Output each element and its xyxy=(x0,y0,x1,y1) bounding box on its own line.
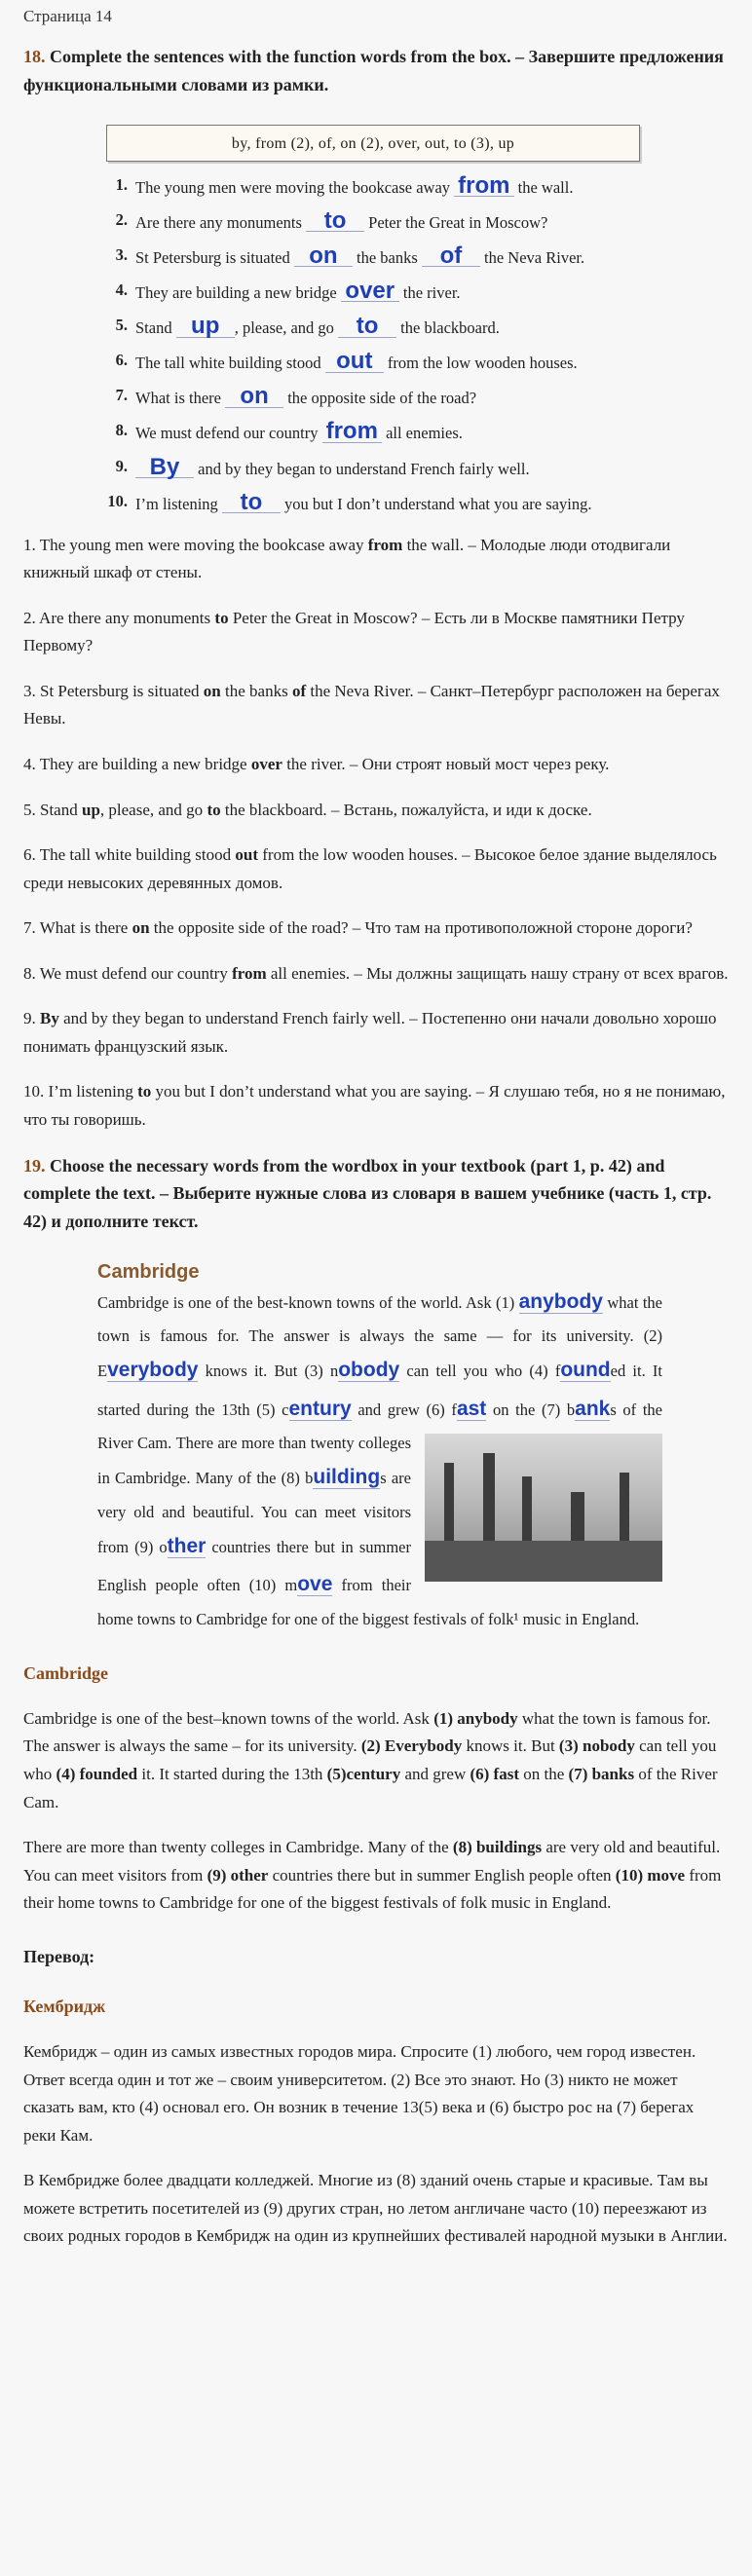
answer-word: over xyxy=(250,755,282,774)
exercise-fragment: the opposite side of the road? xyxy=(283,389,477,408)
answer-word: from xyxy=(367,535,403,554)
sentence-fragment: the banks xyxy=(220,681,292,700)
sentence-fragment: the blackboard. – Встань, пожалуйста, и иди к доске. xyxy=(220,800,592,819)
exercise-fragment: What is there xyxy=(135,389,226,408)
answer-word: By xyxy=(40,1009,59,1028)
russian-paragraph-2: В Кембридже более двадцати колледжей. Многие из (8) зданий очень старые и красивые. Там вы можете встретить посетителей из (9) других стран, но летом англичане часто (10) переезжают из своих родных городов в Кембридж на один из крупнейших фестивалей народной музыки в Англии. xyxy=(23,2171,728,2246)
exercise-number: 8. xyxy=(115,421,128,440)
book-fragment: countries there but in summer English people often (10) m xyxy=(97,1537,411,1595)
exercise-number: 7. xyxy=(115,386,128,405)
book-fragment: There are more than twenty colleges in Cambridge. Many of the (8) b xyxy=(97,1434,411,1488)
exercise-number: 1. xyxy=(115,174,128,194)
book-fragment: and grew (6) f xyxy=(351,1400,457,1419)
answer-word: (9) other xyxy=(207,1865,269,1885)
answer-word: (6) fast xyxy=(470,1765,519,1784)
sentence-fragment: 9. xyxy=(23,1009,40,1028)
answer-word: (5)century xyxy=(326,1765,401,1784)
exercise-fragment: and by they began to understand French fairly well. xyxy=(194,459,530,478)
text-fragment: what the town is famous for. The answer is always the same – for its university. xyxy=(23,1708,711,1756)
task-18-number: 18. xyxy=(23,47,46,66)
sentence-fragment: 6. The tall white building stood xyxy=(23,845,236,865)
sentence-fragment: the wall. – Молодые люди отодвигали книжный шкаф от стены. xyxy=(23,535,671,582)
handwritten-answer: up xyxy=(176,316,235,338)
answer-word: (10) move xyxy=(615,1865,686,1885)
book-fragment: what the town is famous for. The answer is always the same — for its university. (2) E xyxy=(97,1292,662,1381)
sentence-fragment: 8. We must defend our country xyxy=(23,963,233,983)
translation-label: Перевод: xyxy=(23,1946,95,1966)
handwritten-answer: to xyxy=(306,210,364,233)
exercise-fragment: the wall. xyxy=(513,177,574,197)
text-fragment: and grew xyxy=(400,1765,470,1784)
answer-word: (7) banks xyxy=(568,1765,635,1784)
sentence-fragment: 2. Are there any monuments xyxy=(23,608,215,627)
exercise-text xyxy=(135,383,640,410)
handwritten-answer: ther xyxy=(167,1534,207,1557)
answer-word: on xyxy=(203,681,221,700)
book-fragment: knows it. But (3) n xyxy=(198,1362,339,1381)
exercise-item xyxy=(106,242,640,269)
exercise-text xyxy=(135,277,640,304)
answer-word: to xyxy=(207,800,221,819)
book-title: Cambridge xyxy=(97,1260,200,1283)
book-fragment: from their home towns to Cambridge for one of the biggest festivals of folk¹ music in England. xyxy=(97,1576,640,1628)
exercise-number: 5. xyxy=(115,316,128,334)
exercise-fragment: The young men were moving the bookcase away xyxy=(135,177,455,197)
college-roofs xyxy=(425,1541,662,1582)
exercise-fragment: The tall white building stood xyxy=(135,354,325,373)
russian-title: Кембридж xyxy=(23,1996,106,2016)
exercise-fragment: the river. xyxy=(398,282,461,302)
exercise-item xyxy=(106,418,640,445)
handwritten-answer: over xyxy=(341,280,399,303)
exercise-number: 4. xyxy=(115,280,128,299)
exercise-item xyxy=(106,171,640,199)
answer-word: from xyxy=(232,963,267,983)
answer-paragraph-1 xyxy=(23,1705,729,1816)
answer-word: (2) Everybody xyxy=(360,1736,463,1756)
answer-title: Cambridge xyxy=(23,1662,108,1683)
russian-paragraph-1: Кембридж – один из самых известных городов мира. Спросите (1) любого, чем город известен. Ответ всегда один и тот же – своим университетом. (2) Все это знают. Но (3) никто не может сказать вам, кто (4) основал его. Он возник в течение 13(5) века и (6) быстро рос на (7) берегах реки Кам. xyxy=(23,2042,696,2145)
book-fragment: on the (7) b xyxy=(486,1400,576,1419)
exercise-item xyxy=(106,313,640,339)
sentence-fragment: and by they began to understand French fairly well. – Постепенно они начали довольно хорошо понимать французский язык. xyxy=(23,1009,717,1056)
answer-word: to xyxy=(137,1082,152,1101)
handwritten-answer: on xyxy=(294,245,353,268)
handwritten-answer: ast xyxy=(456,1397,487,1420)
book-text xyxy=(97,1283,662,1634)
text-fragment: are very old and beautiful. You can meet visitors from xyxy=(23,1838,721,1885)
exercise-number: 3. xyxy=(115,244,128,264)
exercise-item xyxy=(106,453,640,480)
exercise-number: 9. xyxy=(115,456,128,475)
answer-word: on xyxy=(132,918,150,938)
exercise-item xyxy=(106,277,640,304)
text-fragment: of the River Cam. xyxy=(23,1765,718,1811)
book-fragment: s of the River Cam. xyxy=(97,1400,662,1453)
exercise-fragment: Peter the Great in Moscow? xyxy=(364,212,548,232)
exercise-fragment: Stand xyxy=(135,318,176,337)
translation-sentence xyxy=(23,605,729,660)
task-19-instruction: Choose the necessary words from the wordbox in your textbook (part 1, p. 42) and complete the text. – Выберите нужные слова из словаря в вашем учебнике (часть 1, стр. 42) и дополните текст. xyxy=(23,1155,712,1232)
translation-sentence xyxy=(23,1005,729,1061)
exercise-text xyxy=(135,488,640,515)
exercise-text xyxy=(135,206,640,234)
sentence-fragment: 5. Stand xyxy=(23,800,82,819)
task-19-number: 19. xyxy=(23,1155,46,1176)
text-fragment: from their home towns to Cambridge for one of the biggest festivals of folk music in England. xyxy=(23,1865,722,1913)
exercise-text xyxy=(135,348,640,375)
exercise-text xyxy=(135,171,640,199)
text-fragment: countries there but in summer English people often xyxy=(268,1865,616,1885)
handwritten-answer: ound xyxy=(560,1359,611,1382)
translation-sentence xyxy=(23,797,729,825)
sentence-fragment: the river. – Они строят новый мост через реку. xyxy=(282,755,610,774)
handwritten-answer: on xyxy=(225,386,283,408)
translation-sentence xyxy=(23,532,729,587)
task-18-instruction: Complete the sentences with the function words from the box. – Завершите предложения функциональными словами из рамки. xyxy=(23,47,724,94)
sentence-fragment: 4. They are building a new bridge xyxy=(23,755,251,774)
textbook-scan-19 xyxy=(97,1261,662,1634)
translations-18 xyxy=(23,532,729,1135)
exercise-item xyxy=(106,488,640,515)
translation-sentence xyxy=(23,1078,729,1134)
exercise-fragment: the blackboard. xyxy=(396,318,500,337)
exercise-number: 6. xyxy=(115,351,128,370)
text-fragment: can tell you who xyxy=(23,1736,717,1784)
handwritten-answer: By xyxy=(135,457,194,479)
translation-sentence xyxy=(23,751,729,779)
handwritten-answer: obody xyxy=(338,1359,400,1382)
sentence-fragment: Peter the Great in Moscow? – Есть ли в Москве памятники Петру Первому? xyxy=(23,608,685,655)
exercise-item xyxy=(106,348,640,375)
handwritten-answer: to xyxy=(338,316,396,338)
answer-word: (8) buildings xyxy=(452,1838,543,1857)
cambridge-photo xyxy=(425,1434,662,1582)
handwritten-answer: from xyxy=(322,421,382,443)
text-fragment: Cambridge is one of the best–known towns of the world. Ask xyxy=(23,1708,434,1728)
text-fragment: it. It started during the 13th xyxy=(137,1765,327,1784)
exercise-fragment: the banks xyxy=(352,247,422,267)
textbook-scan-18 xyxy=(106,125,640,514)
answer-word: to xyxy=(214,608,229,627)
sentence-fragment: 10. I’m listening xyxy=(23,1082,138,1101)
sentence-fragment: all enemies. – Мы должны защищать нашу страну от всех врагов. xyxy=(266,963,729,983)
task-19-heading xyxy=(23,1152,729,1236)
handwritten-answer: out xyxy=(325,351,384,373)
handwritten-answer: to xyxy=(222,492,281,514)
text-fragment: knows it. But xyxy=(462,1736,559,1756)
handwritten-answer: ank xyxy=(575,1397,611,1420)
answer-word: up xyxy=(81,800,100,819)
exercise-text xyxy=(135,453,640,480)
text-fragment: on the xyxy=(519,1765,569,1784)
answer-word: out xyxy=(235,845,258,865)
exercise-text xyxy=(135,418,640,445)
handwritten-answer: ove xyxy=(297,1573,333,1596)
book-fragment: Cambridge is one of the best-known towns of the world. Ask (1) xyxy=(97,1292,519,1312)
translation-sentence xyxy=(23,841,729,897)
exercise-list xyxy=(106,171,640,515)
text-fragment: There are more than twenty colleges in Cambridge. Many of the xyxy=(23,1838,453,1857)
handwritten-answer: uilding xyxy=(313,1466,381,1489)
sentence-fragment: 3. St Petersburg is situated xyxy=(23,681,204,700)
sentence-fragment: you but I don’t understand what you are saying. – Я слушаю тебя, но я не понимаю, что ты говоришь. xyxy=(23,1082,726,1129)
handwritten-answer: verybody xyxy=(107,1359,199,1382)
translation-sentence xyxy=(23,915,729,943)
page-label: Страница 14 xyxy=(23,7,112,25)
answer-word: (4) founded xyxy=(56,1765,138,1784)
answer-paragraph-2 xyxy=(23,1834,729,1918)
handwritten-answer: entury xyxy=(288,1397,352,1420)
sentence-fragment: 7. What is there xyxy=(23,918,132,938)
handwritten-answer: anybody xyxy=(518,1289,603,1313)
book-fragment: s are very old and beautiful. You can meet visitors from (9) o xyxy=(97,1469,411,1556)
book-fragment: ed it. It started during the 13th (5) c xyxy=(97,1362,662,1419)
exercise-fragment: We must defend our country xyxy=(135,424,322,443)
exercise-fragment: from the low wooden houses. xyxy=(383,354,578,373)
answer-word: (3) nobody xyxy=(558,1736,635,1756)
sentence-fragment: the Neva River. – Санкт–Петербург расположен на берегах Невы. xyxy=(23,681,720,728)
handwritten-answer: from xyxy=(454,175,513,198)
exercise-fragment: I’m listening xyxy=(135,494,222,513)
exercise-fragment: all enemies. xyxy=(381,424,463,443)
exercise-item xyxy=(106,206,640,234)
exercise-text xyxy=(135,313,640,339)
exercise-item xyxy=(106,383,640,410)
exercise-number: 10. xyxy=(107,491,128,510)
exercise-fragment: St Petersburg is situated xyxy=(135,247,294,267)
book-fragment: can tell you who (4) f xyxy=(399,1362,561,1381)
exercise-fragment: Are there any monuments xyxy=(135,212,307,232)
sentence-fragment: 1. The young men were moving the bookcase away xyxy=(23,535,368,554)
exercise-text xyxy=(135,242,640,269)
sentence-fragment: from the low wooden houses. – Высокое белое здание выделялось среди невысоких деревянных домов. xyxy=(23,845,717,892)
exercise-fragment: They are building a new bridge xyxy=(135,282,341,302)
exercise-number: 2. xyxy=(115,209,128,229)
translation-sentence xyxy=(23,678,729,733)
exercise-fragment: the Neva River. xyxy=(479,247,585,267)
answer-word: of xyxy=(291,681,307,700)
exercise-fragment: you but I don’t understand what you are saying. xyxy=(280,494,592,513)
sentence-fragment: the opposite side of the road? – Что там на противоположной стороне дороги? xyxy=(149,918,693,938)
answer-word: (1) anybody xyxy=(433,1708,518,1728)
handwritten-answer: of xyxy=(422,245,480,268)
sentence-fragment: , please, and go xyxy=(99,800,207,819)
word-box: by, from (2), of, on (2), over, out, to (3), up xyxy=(106,125,640,162)
task-18-heading xyxy=(23,43,729,99)
translation-sentence xyxy=(23,960,729,989)
exercise-fragment: , please, and go xyxy=(234,318,339,337)
